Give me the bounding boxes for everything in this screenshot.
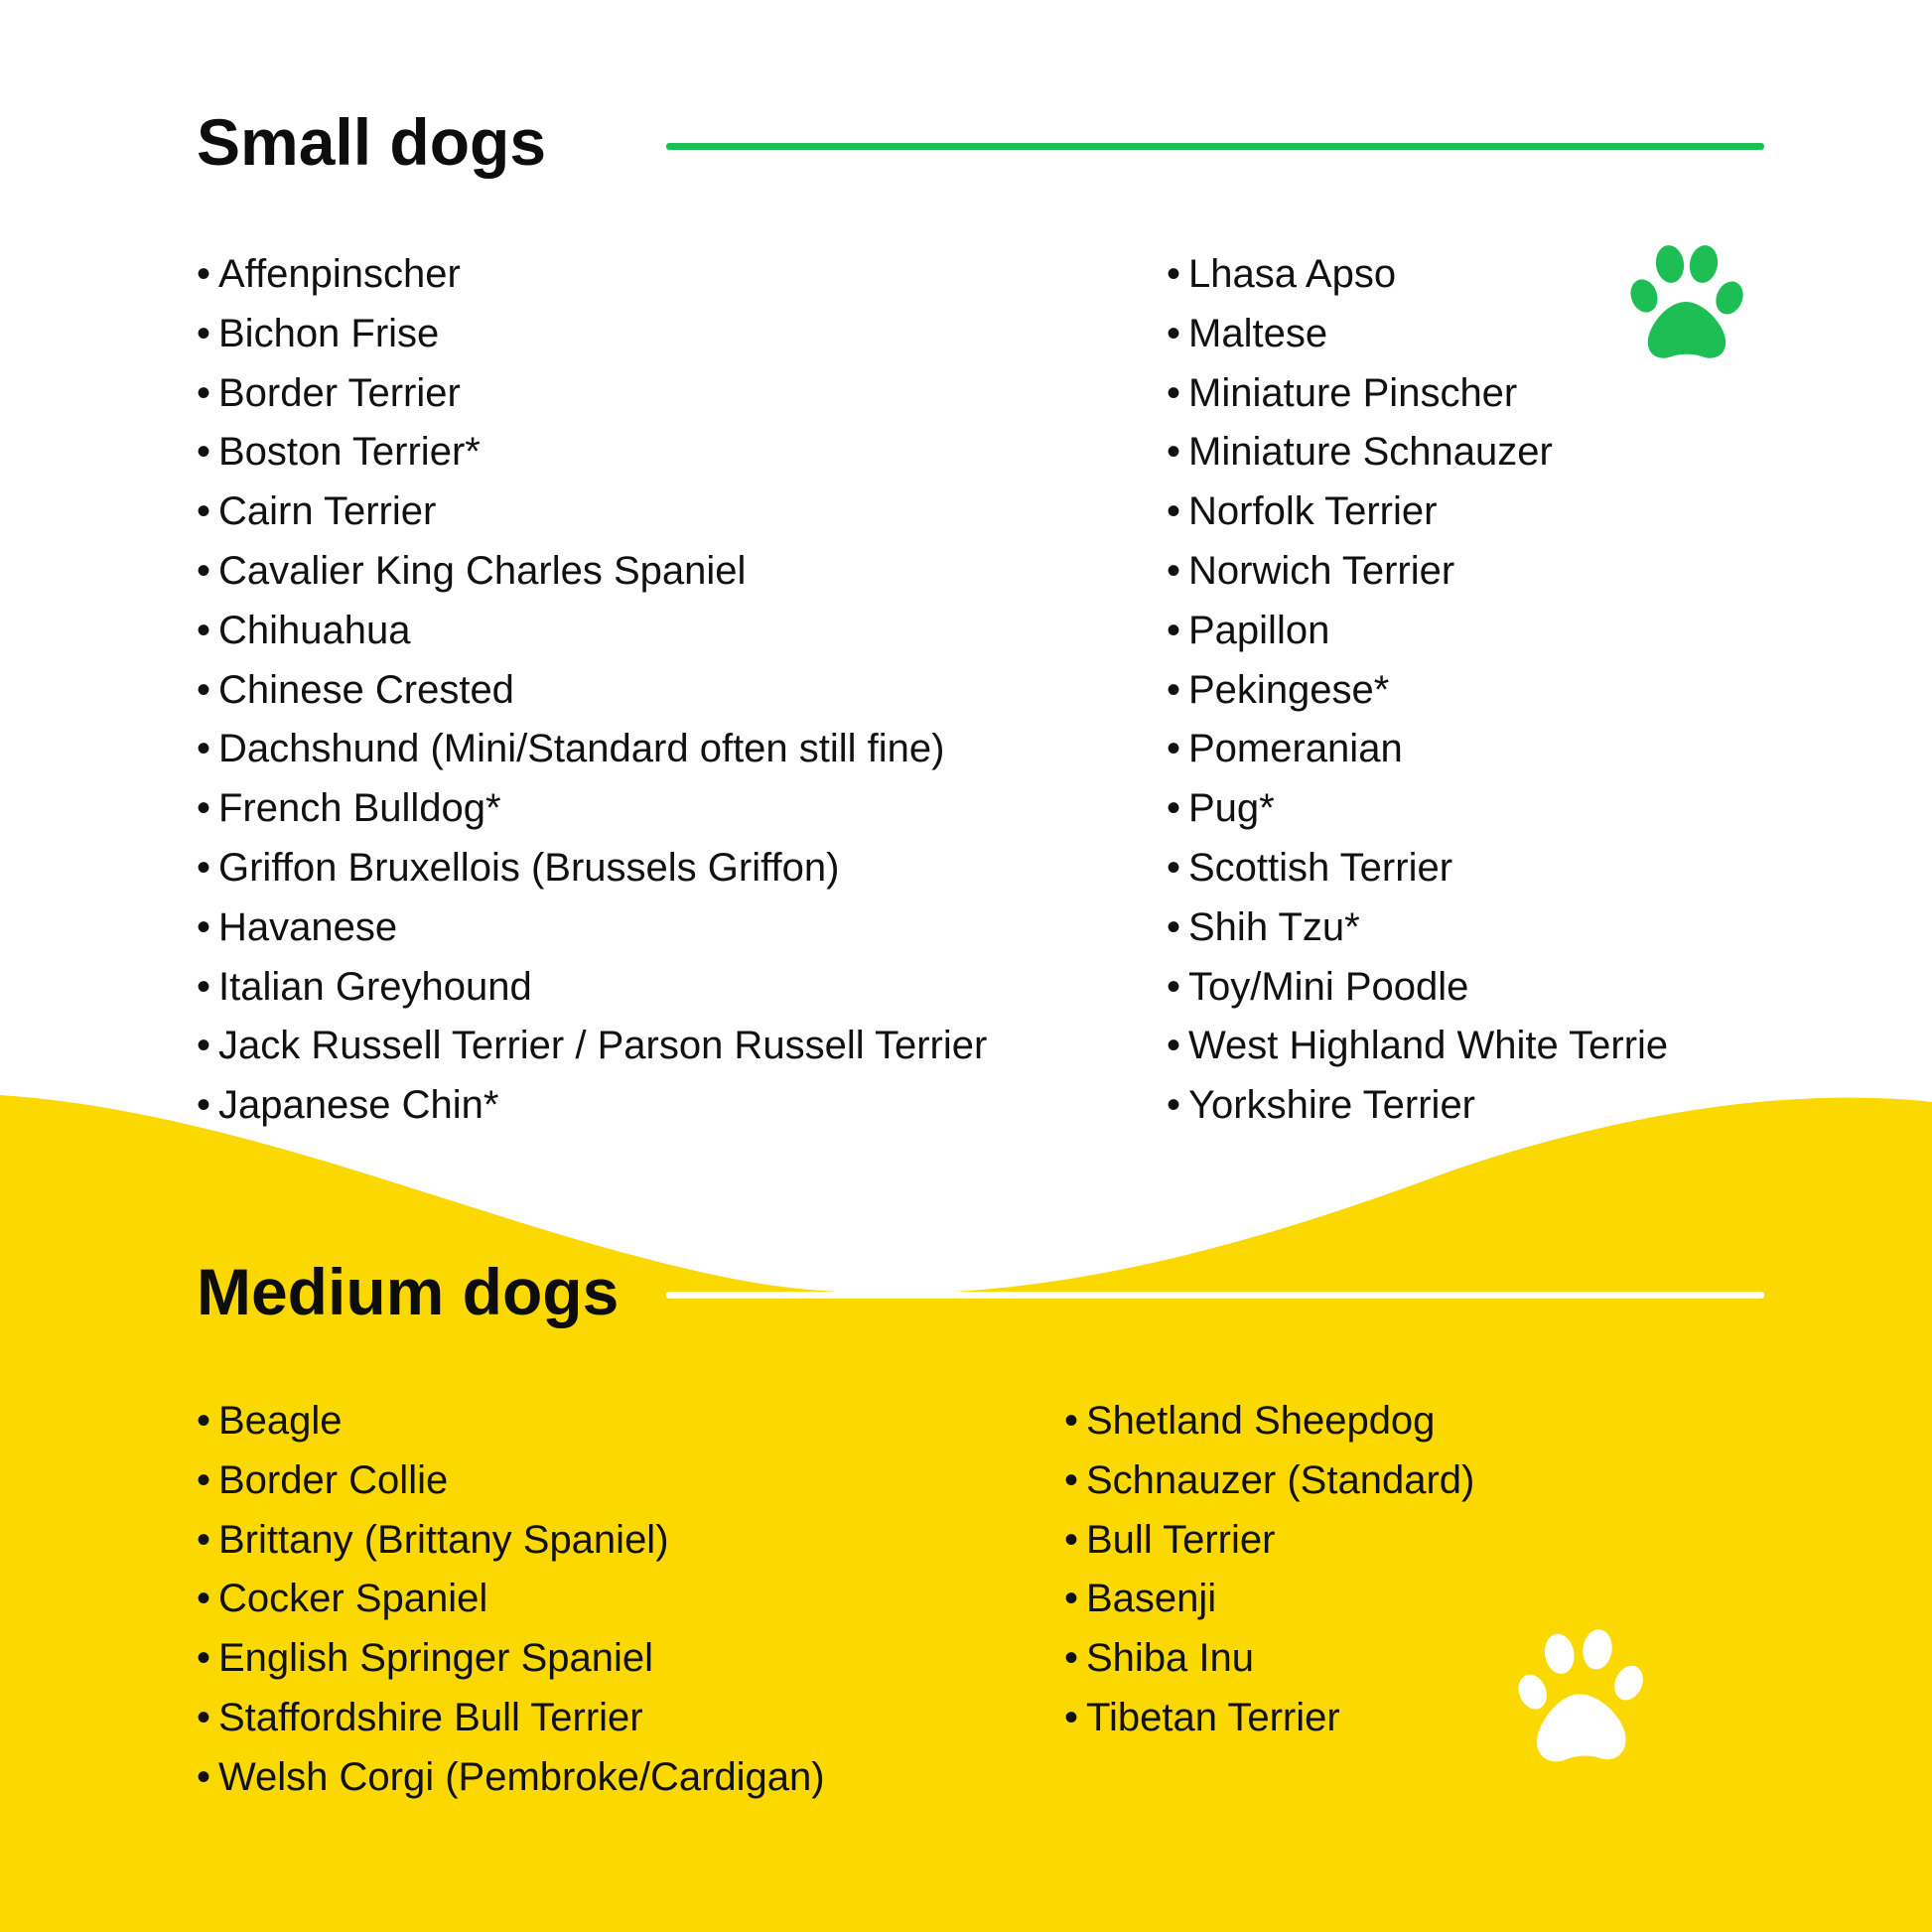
list-item: • Scottish Terrier: [1167, 839, 1668, 898]
medium-dogs-title: Medium dogs: [197, 1255, 620, 1328]
list-item: • Shetland Sheepdog: [1064, 1392, 1474, 1451]
list-item: • Havanese: [197, 898, 987, 958]
list-item: • Jack Russell Terrier / Parson Russell Terrier: [197, 1017, 987, 1076]
list-item: • Chinese Crested: [197, 661, 987, 721]
list-item: • Brittany (Brittany Spaniel): [197, 1511, 825, 1571]
list-item: • Lhasa Apso: [1167, 245, 1668, 305]
list-item: • Cavalier King Charles Spaniel: [197, 542, 987, 602]
list-item: • Yorkshire Terrier: [1167, 1076, 1668, 1136]
list-item: • Pomeranian: [1167, 720, 1668, 779]
list-item: • Miniature Schnauzer: [1167, 423, 1668, 483]
list-item: • Cairn Terrier: [197, 483, 987, 542]
list-item: • Border Collie: [197, 1451, 825, 1511]
list-item: • Cocker Spaniel: [197, 1570, 825, 1629]
list-item: • Pug*: [1167, 779, 1668, 839]
list-item: • Boston Terrier*: [197, 423, 987, 483]
small-dogs-title: Small dogs: [197, 105, 547, 179]
small-dogs-list-right: [1167, 245, 1668, 1136]
list-item: • Dachshund (Mini/Standard often still fine): [197, 720, 987, 779]
list-item: • Toy/Mini Poodle: [1167, 958, 1668, 1018]
list-item: • Italian Greyhound: [197, 958, 987, 1018]
list-item: • Norwich Terrier: [1167, 542, 1668, 602]
small-dogs-divider: [666, 143, 1764, 150]
list-item: • Maltese: [1167, 305, 1668, 364]
list-item: • English Springer Spaniel: [197, 1629, 825, 1689]
list-item: • Shih Tzu*: [1167, 898, 1668, 958]
list-item: • Basenji: [1064, 1570, 1474, 1629]
list-item: • Pekingese*: [1167, 661, 1668, 721]
list-item: • Schnauzer (Standard): [1064, 1451, 1474, 1511]
list-item: • Staffordshire Bull Terrier: [197, 1689, 825, 1748]
list-item: • Miniature Pinscher: [1167, 364, 1668, 424]
list-item: • Tibetan Terrier: [1064, 1689, 1474, 1748]
list-item: • Bull Terrier: [1064, 1511, 1474, 1571]
list-item: • Chihuahua: [197, 602, 987, 661]
list-item: • Japanese Chin*: [197, 1076, 987, 1136]
small-dogs-list-left: [197, 245, 987, 1136]
medium-dogs-list-right: [1064, 1392, 1474, 1748]
paw-print-icon: [1517, 1622, 1651, 1768]
list-item: • Beagle: [197, 1392, 825, 1451]
list-item: • Shiba Inu: [1064, 1629, 1474, 1689]
list-item: • Bichon Frise: [197, 305, 987, 364]
list-item: • Affenpinscher: [197, 245, 987, 305]
paw-print-icon: [1628, 236, 1747, 365]
medium-dogs-list-left: [197, 1392, 825, 1808]
list-item: • West Highland White Terrie: [1167, 1017, 1668, 1076]
list-item: • French Bulldog*: [197, 779, 987, 839]
list-item: • Griffon Bruxellois (Brussels Griffon): [197, 839, 987, 898]
list-item: • Norfolk Terrier: [1167, 483, 1668, 542]
medium-dogs-divider: [666, 1292, 1764, 1299]
list-item: • Border Terrier: [197, 364, 987, 424]
list-item: • Papillon: [1167, 602, 1668, 661]
list-item: • Welsh Corgi (Pembroke/Cardigan): [197, 1748, 825, 1808]
